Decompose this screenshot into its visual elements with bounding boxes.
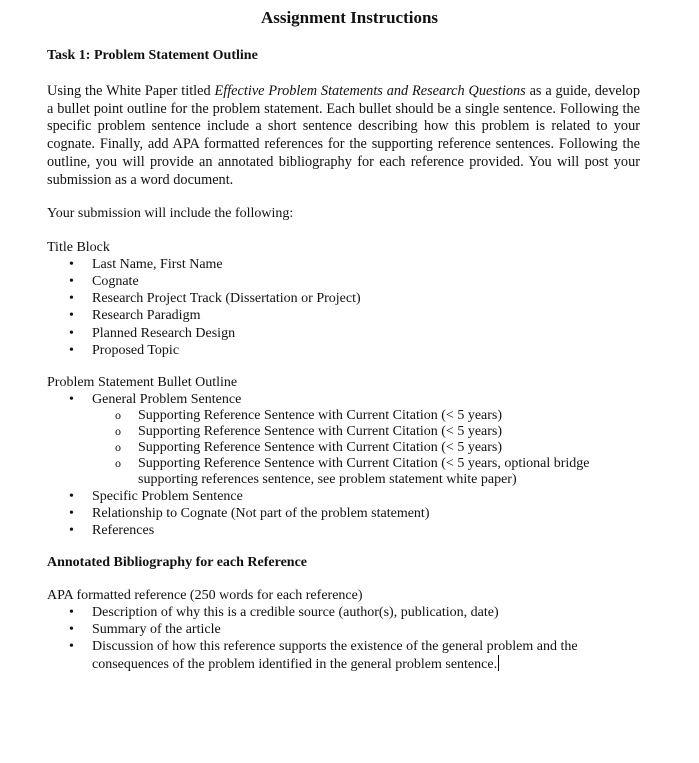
bibliography-label: APA formatted reference (250 words for each reference): [47, 588, 363, 603]
list-item: Last Name, First Name: [92, 257, 223, 272]
bullet-icon: •: [69, 392, 74, 407]
list-item: Research Project Track (Dissertation or Project): [92, 291, 361, 306]
bullet-icon: •: [69, 291, 74, 306]
list-item: General Problem Sentence: [92, 392, 242, 407]
sub-bullet-icon: o: [115, 424, 121, 438]
submission-intro: Your submission will include the following:: [47, 206, 294, 221]
list-item: References: [92, 523, 155, 538]
intro-paragraph: [47, 83, 640, 189]
sub-list-item-continuation: supporting references sentence, see problem statement white paper): [138, 472, 517, 487]
text-cursor: [498, 655, 499, 671]
white-paper-title: Effective Problem Statements and Research Questions: [214, 83, 526, 99]
list-item: Discussion of how this reference supports the existence of the general problem and the: [92, 639, 578, 654]
task-heading: Task 1: Problem Statement Outline: [47, 48, 258, 63]
page-title: Assignment Instructions: [260, 8, 439, 27]
list-item-continuation: [92, 655, 499, 673]
list-item: Planned Research Design: [92, 326, 236, 341]
bullet-icon: •: [69, 326, 74, 341]
list-item: Research Paradigm: [92, 308, 201, 323]
bullet-icon: •: [69, 343, 74, 358]
outline-label: Problem Statement Bullet Outline: [47, 375, 238, 390]
bullet-icon: •: [69, 274, 74, 289]
title-block-label: Title Block: [47, 240, 110, 255]
list-item: Specific Problem Sentence: [92, 489, 243, 504]
sub-list-item: Supporting Reference Sentence with Current Citation (< 5 years, optional bridge: [138, 456, 590, 471]
list-item: Summary of the article: [92, 622, 221, 637]
list-item: Proposed Topic: [92, 343, 180, 358]
sub-bullet-icon: o: [115, 456, 121, 470]
bullet-icon: •: [69, 489, 74, 504]
bullet-icon: •: [69, 308, 74, 323]
bibliography-heading: Annotated Bibliography for each Reference: [47, 555, 308, 570]
bullet-icon: •: [69, 605, 74, 620]
list-item: Cognate: [92, 274, 139, 289]
bullet-icon: •: [69, 622, 74, 637]
bullet-icon: •: [69, 506, 74, 521]
bullet-icon: •: [69, 257, 74, 272]
bullet-icon: •: [69, 523, 74, 538]
bullet-icon: •: [69, 639, 74, 654]
intro-text-end: as a guide, develop a bullet point outline for the problem statement. Each bullet should be a single sentence. Following the specific problem sentence include a short sentence describing how this problem is related to your cognate. Finally, add APA formatted references for the supporting reference sentences. Following the outline, you will provide an annotated bibliography for each reference provided. You will post your submission as a word document.: [47, 83, 640, 188]
sub-bullet-icon: o: [115, 440, 121, 454]
sub-list-item: Supporting Reference Sentence with Current Citation (< 5 years): [138, 440, 503, 455]
list-item: Relationship to Cognate (Not part of the problem statement): [92, 506, 430, 521]
sub-bullet-icon: o: [115, 408, 121, 422]
intro-text-start: Using the White Paper titled: [47, 83, 215, 99]
sub-list-item: Supporting Reference Sentence with Current Citation (< 5 years): [138, 408, 503, 423]
list-item: Description of why this is a credible source (author(s), publication, date): [92, 605, 499, 620]
sub-list-item: Supporting Reference Sentence with Current Citation (< 5 years): [138, 424, 503, 439]
continuation-text: consequences of the problem identified in the general problem sentence.: [92, 657, 498, 672]
